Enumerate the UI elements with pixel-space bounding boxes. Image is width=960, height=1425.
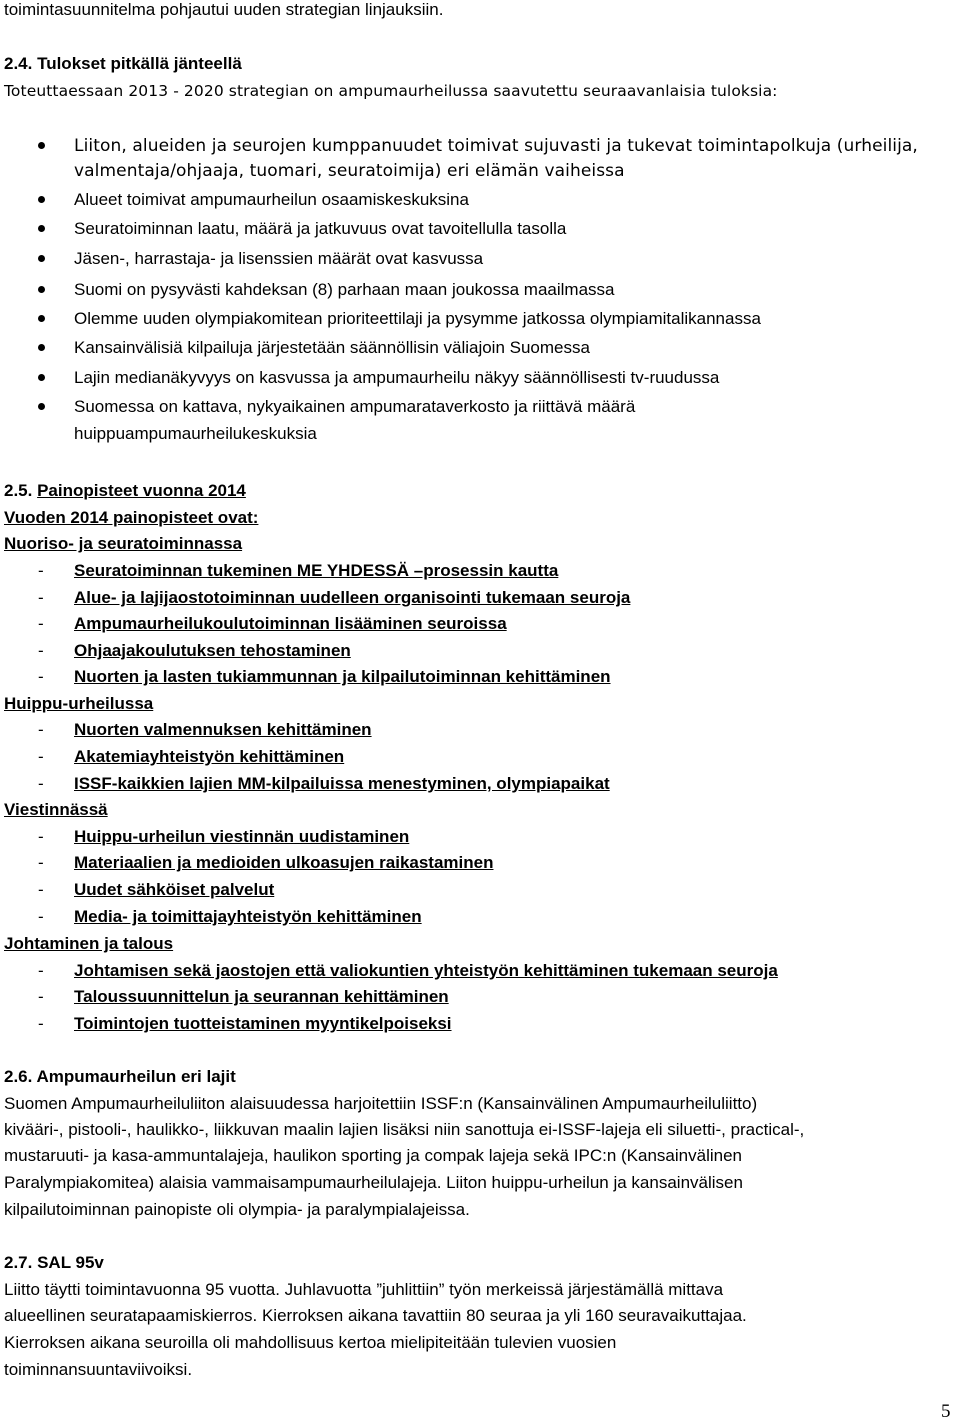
section-2-5-title: 2.5. Painopisteet vuonna 2014 xyxy=(4,481,246,500)
group-heading: Viestinnässä xyxy=(4,800,108,819)
section-2-6-title: 2.6. Ampumaurheilun eri lajit xyxy=(4,1067,236,1086)
section-2-4-intro: Toteuttaessaan 2013 - 2020 strategian on ampumaurheilussa saavutettu seuraavanlaisia tuloksia: xyxy=(4,82,778,100)
paragraph-line: Liitto täytti toimintavuonna 95 vuotta. Juhlavuotta ”juhlittiin” työn merkeissä järjestämällä mittava xyxy=(4,1280,724,1299)
page-number: 5 xyxy=(941,1401,951,1422)
bullet-icon xyxy=(38,196,45,203)
continuation-line: toimintasuunnitelma pohjautui uuden strategian linjauksiin. xyxy=(4,0,444,19)
paragraph-line: Suomen Ampumaurheiluliiton alaisuudessa harjoitettiin ISSF:n (Kansainvälinen Ampumaurheiluliitto) xyxy=(4,1094,758,1113)
section-2-7-title: 2.7. SAL 95v xyxy=(4,1253,104,1272)
paragraph-line: mustaruuti- ja kasa-ammuntalajeja, haulikon sporting ja compak lajeja sekä IPC:n (Kansainvälinen xyxy=(4,1146,742,1165)
paragraph-line: alueellinen seuratapaamiskierros. Kierroksen aikana tavattiin 80 seuraa ja yli 160 seuravaikuttajaa. xyxy=(4,1306,747,1325)
bullet-icon xyxy=(38,344,45,351)
section-2-4-title: 2.4. Tulokset pitkällä jänteellä xyxy=(4,54,242,73)
bullet-icon xyxy=(38,315,45,322)
bullet-icon xyxy=(38,286,45,293)
group-heading: Johtaminen ja talous xyxy=(4,934,174,953)
paragraph-line: Paralympiakomitea) alaisia vammaisampumaurheilulajeja. Liiton huippu-urheilun ja kansainvälisen xyxy=(4,1173,743,1192)
bullet-icon xyxy=(38,403,45,410)
paragraph-line: kivääri-, pistooli-, haulikko-, liikkuvan maalin lajien lisäksi niin sanottuja ei-ISSF-lajeja eli siluetti-, practical-, xyxy=(4,1120,805,1139)
bullet-icon xyxy=(38,374,45,381)
paragraph-line: toiminnansuuntaviivoiksi. xyxy=(4,1360,193,1379)
group-heading: Huippu-urheilussa xyxy=(4,694,154,713)
paragraph-line: Kierroksen aikana seuroilla oli mahdollisuus kertoa mielipiteitään tulevien vuosien xyxy=(4,1333,617,1352)
bullet-icon xyxy=(38,255,45,262)
section-2-5-subtitle: Vuoden 2014 painopisteet ovat: xyxy=(4,508,259,527)
paragraph-line: kilpailutoiminnan painopiste oli olympia- ja paralympialajeissa. xyxy=(4,1200,470,1219)
bullet-icon xyxy=(38,225,45,232)
group-heading: Nuoriso- ja seuratoiminnassa xyxy=(4,534,243,553)
bullet-icon xyxy=(38,142,45,149)
